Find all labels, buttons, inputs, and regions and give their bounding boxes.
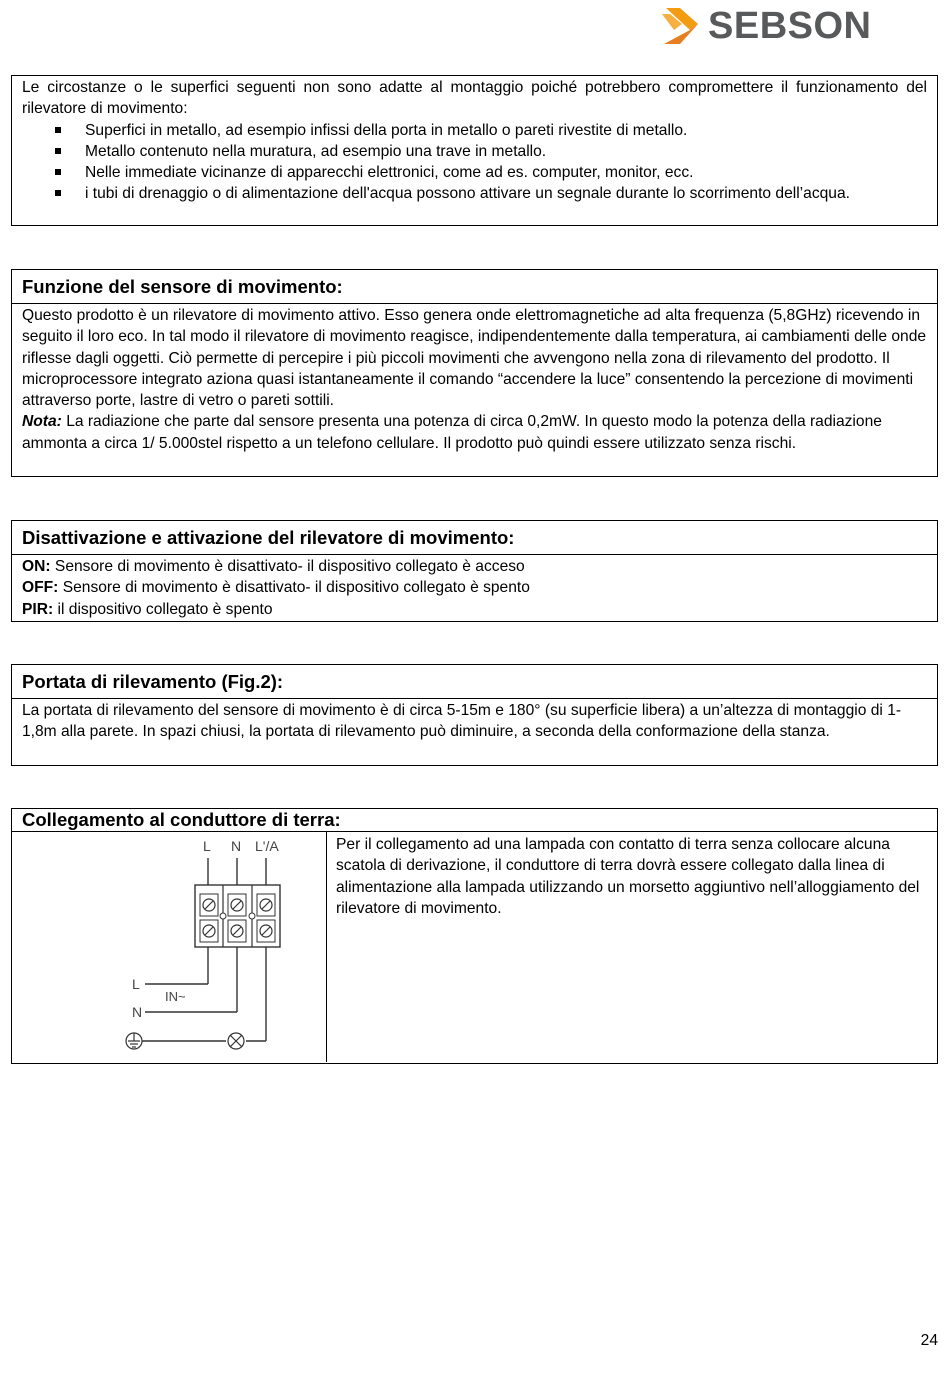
logo-text: SEBSON	[708, 5, 872, 47]
list-item: Nelle immediate vicinanze di apparecchi elettronici, come ad es. computer, monitor, ecc.	[22, 162, 927, 183]
sebson-arrow-icon	[660, 4, 704, 48]
ground-text: Per il collegamento ad una lampada con contatto di terra senza collocare alcuna scatola di derivazione, il conduttore di terra dovrà essere collegato dalla linea di alimentazione alla lampada utilizzando un morsetto aggiuntivo nell’alloggiamento del rilevatore di movimento.	[336, 836, 920, 917]
toggle-label: OFF:	[22, 579, 59, 597]
function-title: Funzione del sensore di movimento:	[12, 270, 937, 304]
toggle-box	[11, 520, 938, 622]
terminal-label-n: N	[231, 838, 242, 854]
list-item: Metallo contenuto nella muratura, ad esempio una trave in metallo.	[22, 141, 927, 162]
list-item: Superfici in metallo, ad esempio infissi della porta in metallo o pareti rivestite di metallo.	[22, 120, 927, 141]
note-label: Nota:	[22, 413, 62, 431]
unsuitable-surfaces-box	[11, 75, 938, 226]
toggle-row-on	[22, 556, 927, 577]
unsuitable-intro: Le circostanze o le superfici seguenti non sono adatte al montaggio poiché potrebbero compromettere il funzionamento del rilevatore di movimento:	[22, 79, 927, 118]
ground-box	[11, 808, 938, 1064]
toggle-text: Sensore di movimento è disattivato- il dispositivo collegato è spento	[58, 579, 530, 597]
wiring-diagram	[12, 832, 327, 1062]
lamp-icon	[228, 1033, 244, 1049]
toggle-label: ON:	[22, 558, 51, 575]
function-note	[22, 411, 927, 454]
toggle-text: il dispositivo collegato è spento	[53, 600, 273, 618]
range-box	[11, 664, 938, 766]
unsuitable-list	[22, 120, 927, 205]
note-text: La radiazione che parte dal sensore presenta una potenza di circa 0,2mW. In questo modo la potenza della radiazione ammonta a circa 1/ 5.000stel rispetto a un telefono cellulare. Il prodotto può quindi essere utilizzato senza rischi.	[22, 413, 882, 452]
toggle-label: PIR:	[22, 600, 54, 618]
terminal-label-la: L'/A	[255, 838, 279, 854]
toggle-row-pir	[22, 599, 927, 620]
range-title: Portata di rilevamento (Fig.2):	[12, 665, 937, 699]
sebson-logo	[660, 4, 880, 48]
terminal-label-l: L	[203, 838, 211, 854]
line-label-n: N	[132, 1004, 143, 1020]
ground-title: Collegamento al conduttore di terra:	[12, 809, 937, 832]
function-box	[11, 269, 938, 477]
ground-icon	[126, 1033, 142, 1049]
function-text: Questo prodotto è un rilevatore di movimento attivo. Esso genera onde elettromagnetiche ad alta frequenza (5,8GHz) ricevendo in seguito il loro eco. In tal modo il rilevatore di movimento reagisce, indipendentemente dalla temperatura, ai cambiamenti delle onde riflesse dagli oggetti. Ciò permette di percepire i più piccoli movimenti che avvengono nella zona di rilevamento del prodotto. Il microprocessore integrato aziona quasi istantaneamente il comando “accendere la luce” consentendo la percezione di movimenti attraverso porte, lastre di vetro o pareti sottili.	[22, 307, 927, 410]
toggle-row-off	[22, 577, 927, 598]
toggle-text: Sensore di movimento è disattivato- il dispositivo collegato è acceso	[50, 558, 525, 575]
toggle-title: Disattivazione e attivazione del rilevatore di movimento:	[12, 521, 937, 555]
list-item: i tubi di drenaggio o di alimentazione dell'acqua possono attivare un segnale durante lo scorrimento dell’acqua.	[22, 183, 927, 204]
input-label: IN~	[165, 989, 186, 1004]
line-label-l: L	[132, 976, 140, 992]
range-text: La portata di rilevamento del sensore di movimento è di circa 5-15m e 180° (su superficie libera) a un’altezza di montaggio di 1-1,8m alla parete. In spazi chiusi, la portata di rilevamento può diminuire, a seconda della conformazione della stanza.	[22, 702, 902, 741]
page-number: 24	[920, 1332, 938, 1349]
